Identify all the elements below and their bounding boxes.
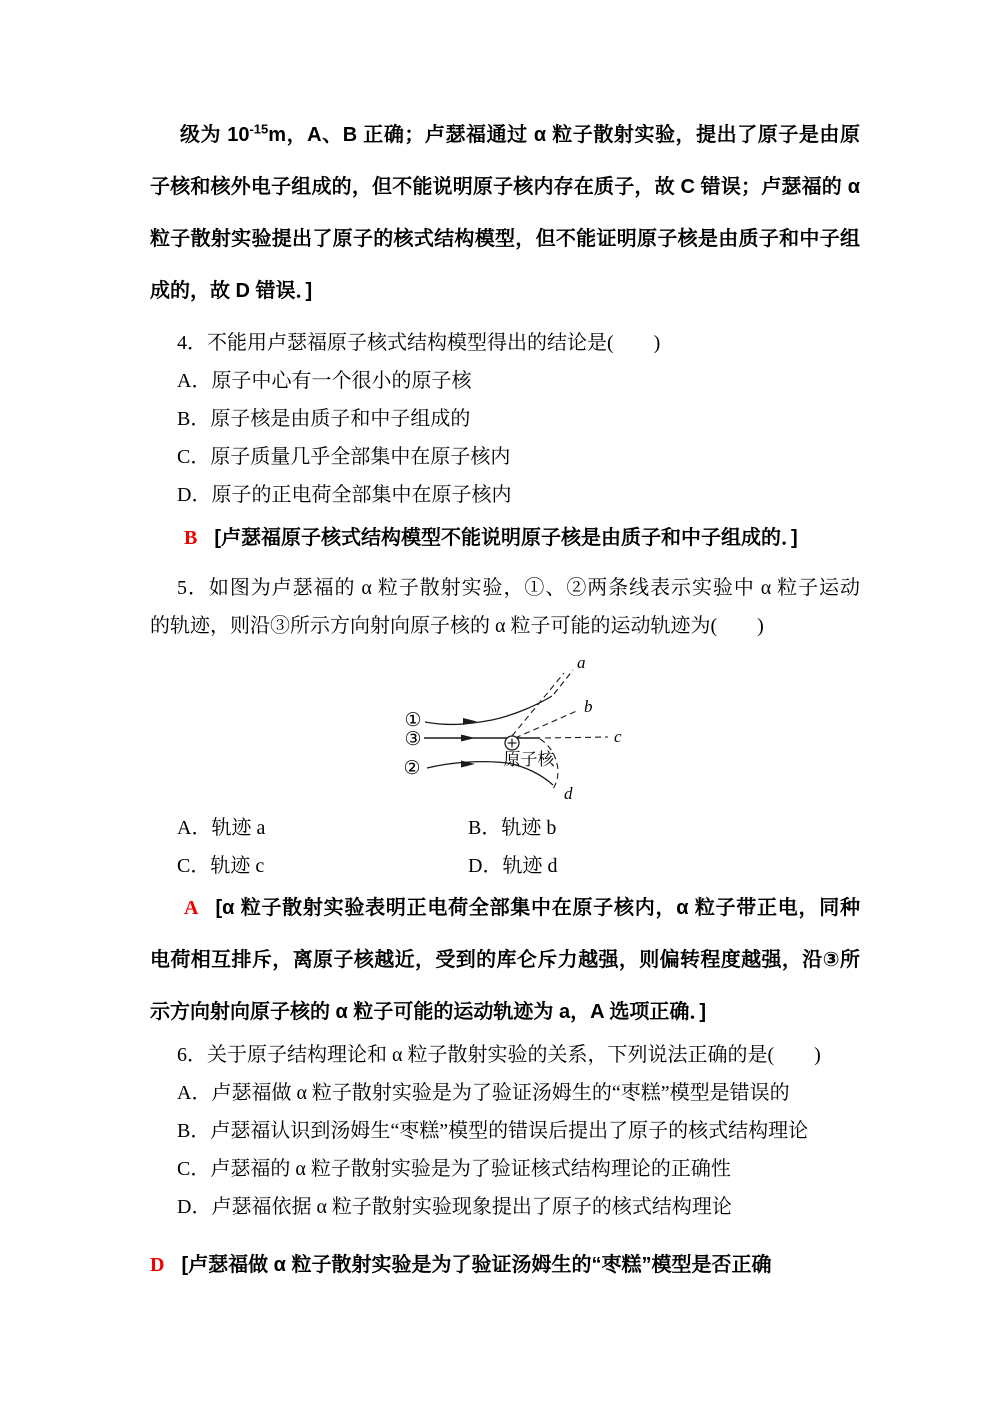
text-line: 子核和核外电子组成的，但不能说明原子核内存在质子，故 C 错误；卢瑟福的 α <box>150 176 860 198</box>
beam-1-label: ① <box>404 710 422 731</box>
track-a-label: a <box>577 653 586 672</box>
answer-6-line <box>150 1239 860 1291</box>
answer-5-line-2: 电荷相互排斥，离原子核越近，受到的库仑斥力越强，则偏转程度越强，沿③所 <box>150 949 860 971</box>
scattering-diagram-svg <box>397 650 697 805</box>
question-5 <box>150 569 860 645</box>
question-6-option-a: A．卢瑟福做 α 粒子散射实验是为了验证汤姆生的“枣糕”模型是错误的 <box>177 1082 790 1104</box>
question-4-option-c: C．原子质量几乎全部集中在原子核内 <box>177 446 511 468</box>
answer-4 <box>150 512 860 564</box>
question-6 <box>150 1036 860 1226</box>
question-5-option-b: B．轨迹 b <box>468 817 557 839</box>
answer-5 <box>150 882 860 1038</box>
question-6-stem: 6．关于原子结构理论和 α 粒子散射实验的关系，下列说法正确的是( ) <box>177 1044 821 1066</box>
question-4 <box>150 324 860 514</box>
text-line <box>150 109 860 161</box>
track-d-label: d <box>564 784 573 803</box>
answer-4-line <box>150 512 860 564</box>
question-5-option-d: D．轨迹 d <box>468 855 558 877</box>
answer-4-letter: B <box>184 527 198 549</box>
question-4-option-b: B．原子核是由质子和中子组成的 <box>177 408 471 430</box>
track-c-label: c <box>614 727 622 746</box>
question-6-option-b: B．卢瑟福认识到汤姆生“枣糕”模型的错误后提出了原子的核式结构理论 <box>177 1120 809 1142</box>
question-4-option-d: D．原子的正电荷全部集中在原子核内 <box>177 484 512 506</box>
question-5-option-c: C．轨迹 c <box>177 855 265 877</box>
answer-explanation-continued <box>150 109 860 317</box>
question-6-option-c: C．卢瑟福的 α 粒子散射实验是为了验证核式结构理论的正确性 <box>177 1158 731 1180</box>
trajectory-b-dashed <box>515 710 579 738</box>
text-segment: 级为 10 <box>180 124 250 146</box>
alpha-scattering-figure <box>397 650 697 805</box>
answer-5-line-1 <box>150 882 860 934</box>
beam-3-arrow <box>461 735 475 742</box>
answer-4-text: [卢瑟福原子核式结构模型不能说明原子核是由质子和中子组成的．] <box>214 527 798 549</box>
answer-5-line-3: 示方向射向原子核的 α 粒子可能的运动轨迹为 a，A 选项正确．] <box>150 1001 707 1023</box>
question-4-option-a: A．原子中心有一个很小的原子核 <box>177 370 472 392</box>
text-line: 成的，故 D 错误．] <box>150 280 313 302</box>
question-6-option-d: D．卢瑟福依据 α 粒子散射实验现象提出了原子的核式结构理论 <box>177 1196 732 1218</box>
answer-6-letter: D <box>150 1254 165 1276</box>
question-5-stem-line-2: 的轨迹，则沿③所示方向射向原子核的 α 粒子可能的运动轨迹为( ) <box>150 615 764 637</box>
answer-6-text: [卢瑟福做 α 粒子散射实验是为了验证汤姆生的“枣糕”模型是否正确 <box>181 1254 772 1276</box>
question-4-stem: 4．不能用卢瑟福原子核式结构模型得出的结论是( ) <box>177 332 661 354</box>
answer-5-letter: A <box>184 897 199 919</box>
track-b-label: b <box>584 697 593 716</box>
option-row <box>150 809 860 847</box>
question-5-option-a: A．轨迹 a <box>177 817 266 839</box>
question-5-stem-line-1: 5．如图为卢瑟福的 α 粒子散射实验，①、②两条线表示实验中 α 粒子运动 <box>177 577 860 599</box>
beam-2-label: ② <box>403 758 421 779</box>
nucleus-label: 原子核 <box>503 750 555 769</box>
text-segment: m，A、B 正确；卢瑟福通过 α 粒子散射实验，提出了原子是由原 <box>268 124 860 146</box>
answer-6 <box>150 1239 860 1291</box>
beam-3-label: ③ <box>404 729 422 750</box>
superscript-exponent: -15 <box>249 121 269 137</box>
answer-5-text-1: [α 粒子散射实验表明正电荷全部集中在原子核内，α 粒子带正电，同种 <box>215 897 860 919</box>
question-5-options <box>150 809 860 885</box>
option-row <box>150 847 860 885</box>
nucleus-to-a-dashed <box>512 673 564 736</box>
trajectory-c-dashed <box>545 737 608 738</box>
text-line: 粒子散射实验提出了原子的核式结构模型，但不能证明原子核是由质子和中子组 <box>150 228 860 250</box>
